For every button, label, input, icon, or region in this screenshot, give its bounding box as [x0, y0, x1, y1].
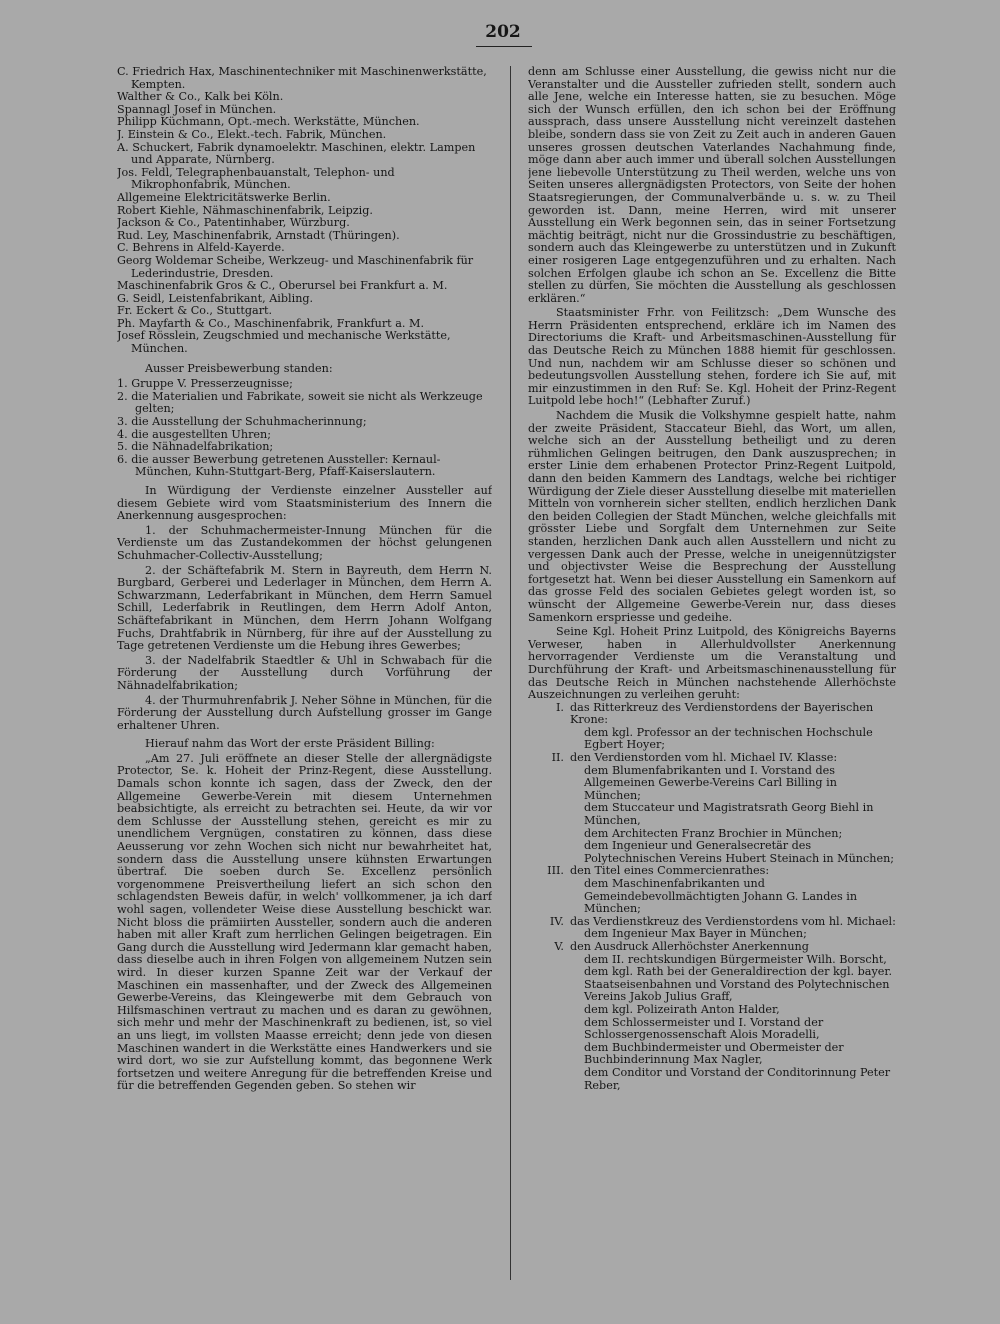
award-numeral: III.	[547, 864, 564, 878]
feilitzsch-speech: Staatsminister Frhr. von Feilitzsch: „Dem Wunsche des Herrn Präsidenten entsprechend, erkläre ich im Namen des Directoriums die Kraft- und Arbeitsmaschinen-Ausstellung für das Deutsche Reich zu München 1888 hiemit für geschlossen. Und nun, nachdem wir am Schlusse dieser so schönen und bedeutungsvollen Ausstellung stehen, fordere ich Sie auf, mit mir einzustimmen in den Ruf: Se. Kgl. Hoheit der Prinz-Regent Luitpold lebe hoch!“ (Lebhafter Zuruf.)	[528, 306, 896, 408]
exhibitor-entry: Walther & Co., Kalk bei Köln.	[117, 90, 284, 104]
award-recipient: dem Ingenieur und Generalsecretär des Polytechnischen Vereins Hubert Steinach in München;	[584, 839, 895, 865]
exhibitor-entry: Robert Kiehle, Nähmaschinenfabrik, Leipzig.	[117, 203, 373, 217]
award-title-row	[528, 752, 896, 765]
exhibitor-entry: Maschinenfabrik Gros & C., Oberursel bei Frankfurt a. M.	[117, 279, 448, 293]
billing-speech-continued: denn am Schlusse einer Ausstellung, die gewiss nicht nur die Veranstalter und die Aussteller zufrieden stellt, sondern auch alle Jene, welche ein Interesse hatten, sie zu besuchen. Möge sich der Wunsch erfüllen, den ich schon bei der Eröffnung aussprach, dass unsere Ausstellung nicht vereinzelt dastehen bleibe, sondern dass sie von Zeit zu Zeit auch in anderen Gauen unseres grossen deutschen Vaterlandes Nachahmung finde, möge dann aber auch immer und überall solchen Ausstellungen jene liebevolle Unterstützung zu Theil werden, welche uns von Seiten unseres allergnädigsten Protectors, von Seite der hohen Staatsregierungen, der Communalverbände u. s. w. zu Theil geworden ist. Dann, meine Herren, wird mit unserer Ausstellung ein Werk begonnen sein, das in seiner Fortsetzung mächtig beiträgt, nicht nur die Grossindustrie zu beschäftigen, sondern auch das Kleingewerbe zu unterstützen und in Zukunft einer rosigeren Lage entgegenzuführen und zu erhalten. Nach solchen Erfolgen glaube ich schon an Se. Excellenz die Bitte stellen zu dürfen, Sie möchten die Ausstellung als geschlossen erklären.“	[528, 66, 896, 305]
billing-intro: Hierauf nahm das Wort der erste Präsident Billing:	[145, 737, 435, 751]
outside-competition-heading: Ausser Preisbewerbung standen:	[145, 361, 333, 375]
award-recipient: dem Ingenieur Max Bayer in München;	[584, 927, 807, 941]
award-recipient: dem Blumenfabrikanten und I. Vorstand des Allgemeinen Gewerbe-Vereins Carl Billing in München;	[584, 763, 837, 802]
list-item: 3. die Ausstellung der Schuhmacherinnung;	[117, 415, 367, 429]
exhibitor-entry: Ph. Mayfarth & Co., Maschinenfabrik, Frankfurt a. M.	[117, 316, 425, 330]
exhibitor-entry: Fr. Eckert & Co., Stuttgart.	[117, 304, 273, 318]
award-numeral: I.	[556, 700, 564, 714]
awards-list	[528, 702, 896, 1092]
recognition-item: 1. der Schuhmachermeister-Innung München für die Verdienste um das Zustandekommen der höchst gelungenen Schuhmacher-Collectiv-Ausstellung;	[117, 523, 492, 562]
outside-competition-list	[117, 378, 492, 479]
list-item: 1. Gruppe V. Presserzeugnisse;	[117, 377, 293, 391]
column-divider	[510, 66, 511, 1280]
award-title: den Verdienstorden vom hl. Michael IV. Klasse:	[570, 751, 838, 765]
list-item: 2. die Materialien und Fabrikate, soweit sie nicht als Werkzeuge gelten;	[117, 389, 483, 416]
recognition-item: 4. der Thurmuhrenfabrik J. Neher Söhne in München, für die Förderung der Ausstellung durch Aufstellung grosser im Gange erhaltener Uhren.	[117, 693, 492, 732]
exhibitor-entry: J. Einstein & Co., Elekt.-tech. Fabrik, München.	[117, 127, 387, 141]
exhibitor-entry: C. Friedrich Hax, Maschinentechniker mit Maschinenwerkstätte, Kempten.	[117, 66, 487, 91]
award-recipient: dem kgl. Professor an der technischen Hochschule Egbert Hoyer;	[584, 725, 873, 752]
exhibitor-entry: Spannagl Josef in München.	[117, 102, 277, 116]
award-recipient: dem Conditor und Vorstand der Conditorinnung Peter Reber,	[584, 1065, 891, 1092]
award-title-row	[528, 941, 896, 954]
list-item: 4. die ausgestellten Uhren;	[117, 427, 272, 441]
award-numeral: IV.	[549, 914, 564, 928]
exhibitor-list	[117, 66, 492, 356]
award-numeral: II.	[551, 751, 564, 765]
exhibitor-entry: C. Behrens in Alfeld-Kayerde.	[117, 241, 285, 255]
right-column	[528, 66, 896, 1286]
exhibitor-entry: G. Seidl, Leistenfabrikant, Aibling.	[117, 291, 314, 305]
exhibitor-entry: Philipp Küchmann, Opt.-mech. Werkstätte, München.	[117, 115, 420, 129]
exhibitor-entry: Jackson & Co., Patentinhaber, Würzburg.	[117, 216, 350, 230]
award-numeral: V.	[554, 939, 564, 953]
exhibitor-entry: Jos. Feldl, Telegraphenbauanstalt, Telephon- und Mikrophonfabrik, München.	[117, 165, 395, 192]
exhibitor-entry: Josef Rösslein, Zeugschmied und mechanische Werkstätte, München.	[117, 329, 451, 356]
exhibitor-entry: Rud. Ley, Maschinenfabrik, Arnstadt (Thüringen).	[117, 228, 400, 242]
left-column	[117, 66, 492, 1286]
award-title: den Ausdruck Allerhöchster Anerkennung	[570, 939, 809, 953]
exhibitor-entry: Allgemeine Elektricitätswerke Berlin.	[117, 190, 331, 204]
page-number-rule	[476, 46, 532, 47]
award-recipient: dem kgl. Rath bei der Generaldirection der kgl. bayer. Staatseisenbahnen und Vorstand des Polytechnischen Vereins Jakob Julius Graff,	[584, 965, 893, 1004]
recognition-intro: In Würdigung der Verdienste einzelner Aussteller auf diesem Gebiete wird vom Staatsministerium des Innern die Anerkennung ausgesprochen:	[117, 484, 492, 523]
exhibitor-entry: Georg Woldemar Scheibe, Werkzeug- und Maschinenfabrik für Lederindustrie, Dresden.	[117, 253, 474, 280]
billing-speech: „Am 27. Juli eröffnete an dieser Stelle der allergnädigste Protector, Se. k. Hoheit der Prinz-Regent, diese Ausstellung. Damals schon konnte ich sagen, dass der Zweck, den der Allgemeine Gewerbe-Verein mit diesem Unternehmen beabsichtigte, als erreicht zu betrachten sei. Heute, da wir vor dem Schlusse der Ausstellung stehen, gereicht es mir zu unendlichem Vergnügen, constatiren zu können, dass diese Aeusserung vor zehn Wochen sich nicht nur bewahrheitet hat, sondern dass die Ausstellung unsere kühnsten Erwartungen übertraf. Die soeben durch Se. Excellenz persönlich vorgenommene Preisvertheilung liefert an sich schon den schlagendsten Beweis dafür, in welch' vollkommener, ja ich darf wohl sagen, vollendeter Weise diese Ausstellung beschickt war. Nicht bloss die prämiirten Aussteller, sondern auch die anderen haben mit aller Kraft zum herrlichen Gelingen beigetragen. Ein Gang durch die Ausstellung wird Jedermann klar gemacht haben, dass dieselbe auch in ihren Folgen von allgemeinem Nutzen sein wird. In dieser kurzen Spanne Zeit war der Verkauf der Maschinen ein massenhafter, und der Zweck des Allgemeinen Gewerbe-Vereins, das Kleingewerbe mit dem Gebrauch von Hilfsmaschinen vertraut zu machen und es daran zu gewöhnen, sich mehr und mehr der Maschinenkraft zu bedienen, ist, so viel an uns liegt, im vollsten Maasse erreicht; denn jede von diesen Maschinen wandert in die Werkstätte eines Handwerkers und sie wird dort, wo sie zur Aufstellung kommt, das begonnene Werk fortsetzen und weitere Anregung für die betreffenden Kreise und für die betreffenden Gegenden geben. So stehen wir	[117, 751, 492, 1093]
award-recipient: dem II. rechtskundigen Bürgermeister Wilh. Borscht,	[584, 952, 887, 966]
award-recipient: dem Architecten Franz Brochier in München;	[584, 826, 843, 840]
award-title: das Verdienstkreuz des Verdienstordens vom hl. Michael:	[570, 914, 896, 928]
award-recipient: dem Stuccateur und Magistratsrath Georg Biehl in München,	[584, 801, 874, 828]
award-recipient: dem Buchbindermeister und Obermeister der Buchbinderinnung Max Nagler,	[584, 1040, 844, 1067]
page-number: 202	[485, 22, 521, 42]
recognition-item: 3. der Nadelfabrik Staedtler & Uhl in Schwabach für die Förderung der Ausstellung durch Vorführung der Nähnadelfabrikation;	[117, 653, 492, 692]
list-item: 5. die Nähnadelfabrikation;	[117, 440, 274, 454]
award-title: den Titel eines Commercienrathes:	[570, 864, 770, 878]
award-recipient: dem Maschinenfabrikanten und Gemeindebevollmächtigten Johann G. Landes in München;	[584, 877, 858, 916]
biehl-paragraph: Nachdem die Musik die Volkshymne gespielt hatte, nahm der zweite Präsident, Staccateur Biehl, das Wort, um allen, welche sich an der Ausstellung betheiligt und zu deren rühmlichen Gelingen beitrugen, den Dank auszusprechen; in erster Linie dem erhabenen Protector Prinz-Regent Luitpold, dann den beiden Kammern des Landtags, welche bei richtiger Würdigung der Ziele dieser Ausstellung dieselbe mit materiellen Mitteln von vornherein sicher stellten, endlich herzlichen Dank den beiden Collegien der Stadt München, welche gleichfalls mit grösster Liebe und Sorgfalt dem Unternehmen zur Seite standen, herzlichen Dank auch allen Ausstellern und nicht zu vergessen Dank auch der Presse, welche in uneigennützigster und objectivster Weise die Besprechung der Ausstellung fortgesetzt hat. Wenn bei dieser Ausstellung ein Samenkorn auf das grosse Feld des socialen Gebietes gelegt worden ist, so wünscht der Allgemeine Gewerbe-Verein nur, dass dieses Samenkorn erspriesse und gedeihe.	[528, 409, 896, 624]
award-title: das Ritterkreuz des Verdienstordens der Bayerischen Krone:	[570, 700, 874, 727]
recognition-item: 2. der Schäftefabrik M. Stern in Bayreuth, dem Herrn N. Burgbard, Gerberei und Lederlager in München, dem Herrn A. Schwarzmann, Lederfabrikant in München, dem Herrn Samuel Schill, Lederfabrik in Reutlingen, dem Herrn Adolf Anton, Schäftefabrikant in München, dem Herrn Johann Wolfgang Fuchs, Drahtfabrik in Nürnberg, für ihre auf der Ausstellung zu Tage getretenen Verdienste um die Hebung ihres Gewerbes;	[117, 563, 492, 653]
award-recipient: dem Schlossermeister und I. Vorstand der Schlossergenossenschaft Alois Moradelli,	[584, 1015, 824, 1042]
award-recipient: dem kgl. Polizeirath Anton Halder,	[584, 1002, 780, 1016]
award-title-row	[528, 702, 896, 727]
list-item: 6. die ausser Bewerbung getretenen Aussteller: Kernaul-München, Kuhn-Stuttgart-Berg, Pfaff-Kaiserslautern.	[117, 452, 441, 479]
awards-intro: Seine Kgl. Hoheit Prinz Luitpold, des Königreichs Bayerns Verweser, haben in Allerhuldvollster Anerkennung hervorragender Verdienste um die Veranstaltung und Durchführung der Kraft- und Arbeitsmaschinenausstellung für das Deutsche Reich in München nachstehende Allerhöchste Auszeichnungen zu verleihen geruht:	[528, 625, 896, 702]
exhibitor-entry: A. Schuckert, Fabrik dynamoelektr. Maschinen, elektr. Lampen und Apparate, Nürnberg.	[117, 140, 476, 167]
